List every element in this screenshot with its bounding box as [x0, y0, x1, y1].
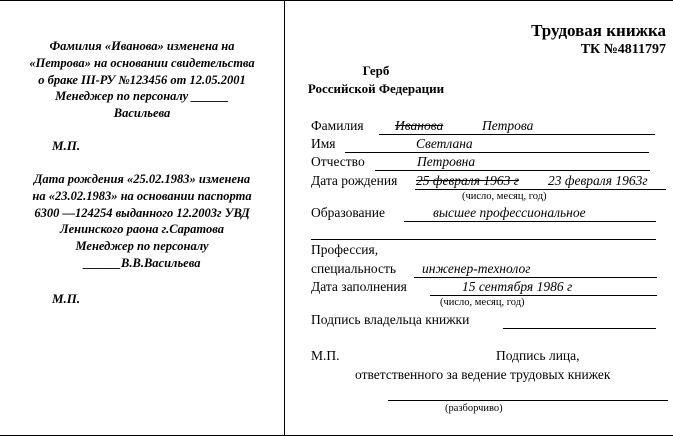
note-line: Ленинского раона г.Саратова	[60, 222, 224, 237]
surname-value: Петрова	[482, 118, 534, 133]
birthdate-label: Дата рождения	[311, 173, 398, 188]
footer-seal-place: М.П.	[311, 348, 340, 363]
filled-date-value: 15 сентября 1986 г	[462, 279, 573, 294]
seal-place-2: М.П.	[52, 291, 81, 306]
education-value: высшее профессиональное	[433, 205, 586, 220]
note-line: Менеджер по персоналу ______	[55, 89, 229, 104]
note-line: Менеджер по персоналу	[75, 239, 209, 254]
filled-date-hint: (число, месяц, год)	[440, 297, 525, 308]
profession-label: Профессия,	[311, 242, 379, 257]
responsible-signature-hint: (разборчиво)	[445, 403, 503, 414]
education-line	[404, 221, 656, 222]
name-line	[345, 152, 649, 153]
birthdate-hint: (число, месяц, год)	[462, 191, 547, 202]
owner-signature-line	[503, 328, 656, 329]
note-line: о браке III-РУ №123456 от 12.05.2001	[38, 72, 246, 87]
note-line: 6300 —124254 выданного 12.2003г УВД	[34, 205, 250, 220]
left-panel	[0, 0, 284, 436]
education-label: Образование	[311, 205, 385, 220]
emblem-caption	[285, 62, 467, 98]
responsible-signature-label-2: ответственного за ведение трудовых книжек	[355, 367, 611, 382]
note-line: Васильева	[113, 106, 171, 121]
patronymic-value: Петровна	[417, 154, 476, 169]
birthdate-old-value: 25 февраля 1963 г	[416, 173, 519, 188]
right-panel	[285, 0, 673, 436]
seal-place-1: М.П.	[52, 138, 81, 153]
patronymic-label: Отчество	[311, 154, 365, 169]
emblem-line: Российской Федерации	[307, 81, 445, 96]
speciality-label: специальность	[311, 261, 397, 276]
document-title: Трудовая книжка	[531, 21, 666, 40]
surname-line	[379, 134, 655, 135]
responsible-signature-line	[388, 400, 668, 401]
note-line: «Петрова» на основании свидетельства	[29, 55, 255, 70]
birthdate-change-note	[6, 171, 278, 272]
name-value: Светлана	[416, 136, 473, 151]
filled-date-line	[430, 295, 657, 296]
note-line: ______В.В.Васильева	[83, 255, 201, 270]
responsible-signature-label: Подпись лица,	[496, 348, 580, 363]
surname-old-value: Иванова	[395, 118, 444, 133]
emblem-line: Герб	[362, 63, 390, 78]
education-extra-line	[311, 239, 656, 240]
document-number: ТК №4811797	[580, 42, 666, 57]
surname-label: Фамилия	[311, 118, 364, 133]
birthdate-line	[415, 189, 666, 190]
profession-value: инженер-технолог	[422, 261, 531, 276]
owner-signature-label: Подпись владельца книжки	[311, 312, 470, 327]
note-line: на «23.02.1983» на основании паспорта	[32, 188, 252, 203]
profession-line	[414, 277, 657, 278]
note-line: Фамилия «Иванова» изменена на	[49, 39, 235, 53]
birthdate-value: 23 февраля 1963г	[548, 173, 648, 188]
patronymic-line	[375, 170, 650, 171]
surname-change-note	[6, 38, 278, 122]
name-label: Имя	[311, 136, 336, 151]
note-line: Дата рождения «25.02.1983» изменена	[33, 172, 251, 186]
filled-date-label: Дата заполнения	[311, 279, 407, 294]
